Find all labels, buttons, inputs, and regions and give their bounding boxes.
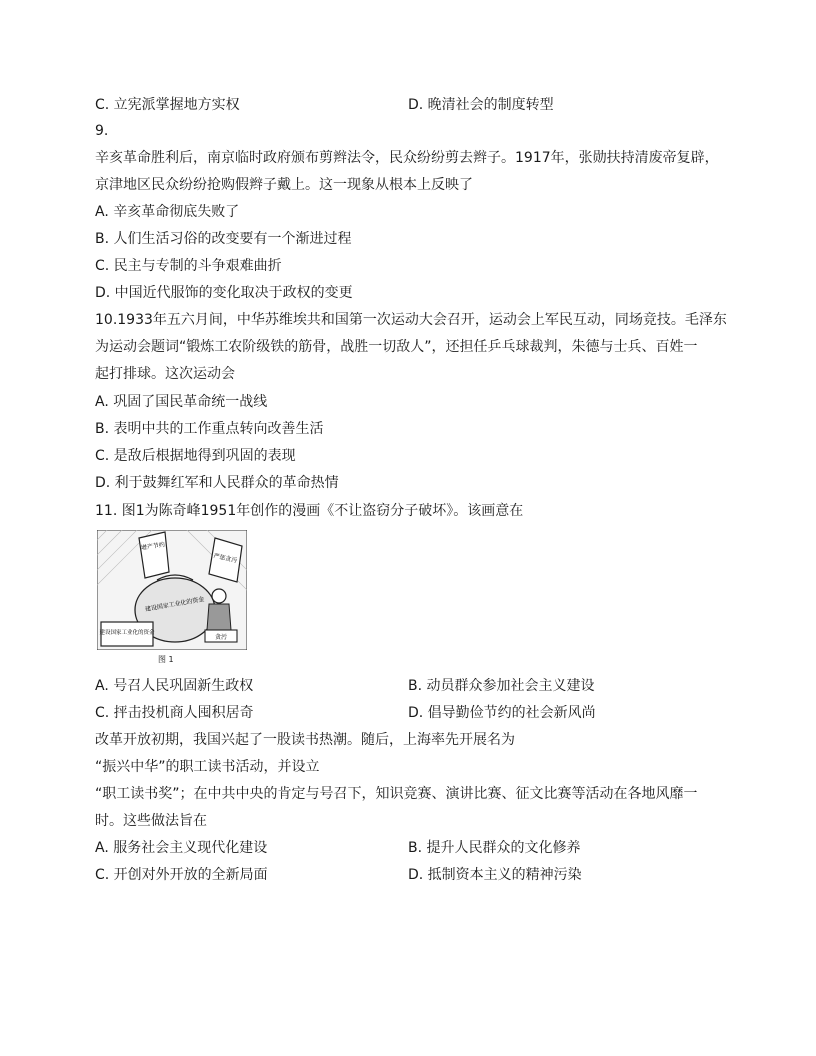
sack-label: 建设国家工业化的资金 bbox=[144, 595, 205, 614]
q10-stem-line3: 起打排球。这次运动会 bbox=[95, 366, 235, 382]
thief-head bbox=[212, 589, 226, 603]
box-label: 建设国家工业化的资金 bbox=[99, 630, 155, 636]
sign-left-label: 增产节约 bbox=[140, 541, 166, 552]
q11-option-d: D. 倡导勤俭节约的社会新风尚 bbox=[408, 705, 596, 721]
q9-option-d: D. 中国近代服饰的变化取决于政权的变更 bbox=[95, 285, 353, 301]
q10-option-a: A. 巩固了国民革命统一战线 bbox=[95, 394, 268, 410]
q9-option-a: A. 辛亥革命彻底失败了 bbox=[95, 204, 240, 220]
q8-option-c: C. 立宪派掌握地方实权 bbox=[95, 97, 240, 113]
sign-left bbox=[139, 532, 169, 578]
q11-stem: 11. 图1为陈奇峰1951年创作的漫画《不让盗窃分子破坏》。该画意在 bbox=[95, 503, 524, 519]
q11-option-b: B. 动员群众参加社会主义建设 bbox=[408, 678, 595, 694]
q8-option-d: D. 晚清社会的制度转型 bbox=[408, 97, 554, 113]
q10-stem-line1: 10.1933年五六月间，中华苏维埃共和国第一次运动大会召开，运动会上军民互动，同场竞技。毛泽东 bbox=[95, 312, 727, 328]
figure-caption: 图 1 bbox=[158, 655, 174, 664]
q9-option-c: C. 民主与专制的斗争艰难曲折 bbox=[95, 258, 282, 274]
q9-stem-line2: 京津地区民众纷纷抢购假辫子戴上。这一现象从根本上反映了 bbox=[95, 177, 473, 193]
q11-option-c: C. 抨击投机商人囤积居奇 bbox=[95, 705, 254, 721]
q9-stem-line1: 辛亥革命胜利后，南京临时政府颁布剪辫法令，民众纷纷剪去辫子。1917年，张勋扶持清废帝复辟， bbox=[95, 150, 719, 166]
cartoon-figure bbox=[97, 530, 247, 650]
q12-stem-line3: “职工读书奖”；在中共中央的肯定与号召下，知识竞赛、演讲比赛、征文比赛等活动在各地风靡一 bbox=[95, 786, 698, 802]
q10-option-d: D. 利于鼓舞红军和人民群众的革命热情 bbox=[95, 475, 339, 491]
q12-stem-line4: 时。这些做法旨在 bbox=[95, 813, 207, 829]
thief-body bbox=[207, 604, 231, 630]
q9-option-b: B. 人们生活习俗的改变要有一个渐进过程 bbox=[95, 231, 352, 247]
sign-right-label: 严惩贪污 bbox=[212, 552, 238, 565]
q12-stem-line2: “振兴中华”的职工读书活动，并设立 bbox=[95, 759, 320, 775]
q12-option-b: B. 提升人民群众的文化修养 bbox=[408, 840, 581, 856]
q12-option-c: C. 开创对外开放的全新局面 bbox=[95, 867, 268, 883]
q10-option-b: B. 表明中共的工作重点转向改善生活 bbox=[95, 421, 324, 437]
q9-number: 9. bbox=[95, 123, 109, 139]
q10-stem-line2: 为运动会题词“锻炼工农阶级铁的筋骨，战胜一切敌人”，还担任乒乓球裁判，朱德与士兵、百姓一 bbox=[95, 339, 698, 355]
q10-option-c: C. 是敌后根据地得到巩固的表现 bbox=[95, 448, 296, 464]
q12-stem-line1: 改革开放初期，我国兴起了一股读书热潮。随后，上海率先开展名为 bbox=[95, 732, 515, 748]
q12-option-d: D. 抵制资本主义的精神污染 bbox=[408, 867, 582, 883]
q11-option-a: A. 号召人民巩固新生政权 bbox=[95, 678, 254, 694]
q12-option-a: A. 服务社会主义现代化建设 bbox=[95, 840, 268, 856]
sign-right bbox=[209, 538, 242, 582]
thief-label: 贪污 bbox=[214, 634, 228, 641]
